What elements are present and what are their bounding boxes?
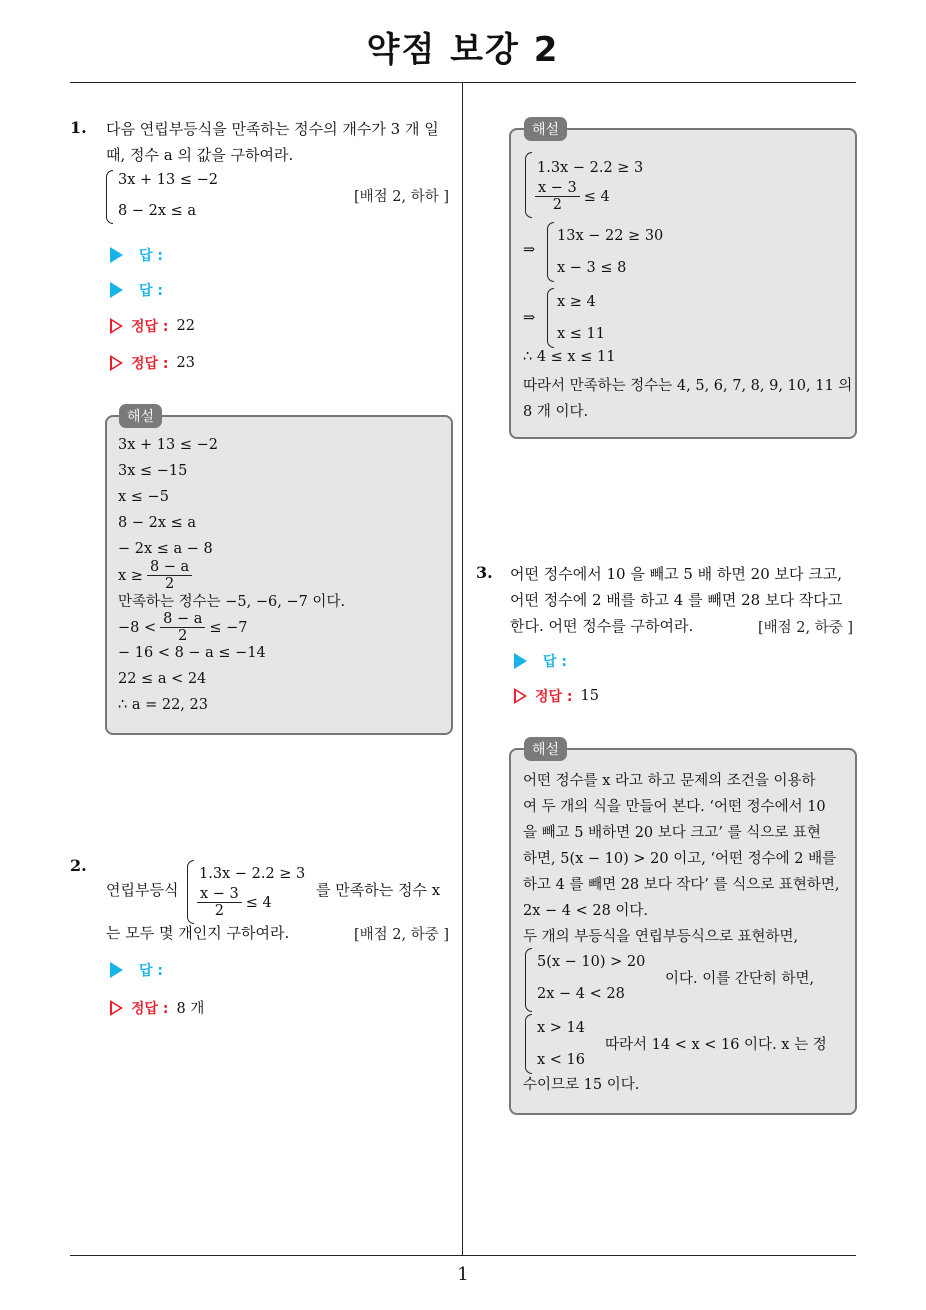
header-rule (70, 82, 856, 83)
q1-sol-line7: 만족하는 정수는 −5, −6, −7 이다. (118, 594, 346, 610)
fraction-numerator: x − 3 (535, 180, 580, 197)
answer-label: 답 : (139, 963, 163, 979)
q2-sol-line9: 8 개 이다. (523, 404, 589, 420)
q3-sol-line5: 하고 4 를 빼면 28 보다 작다’ 를 식으로 표현하면, (523, 877, 840, 893)
q1-number: 1. (70, 118, 87, 137)
column-divider (462, 82, 463, 1255)
q1-sol-line1: 3x + 13 ≤ −2 (118, 437, 218, 453)
q2-sol-line2-post: ≤ 4 (583, 188, 610, 205)
correct-arrow-icon (110, 318, 123, 334)
answer-label: 답 : (139, 283, 163, 299)
answer-arrow-icon (110, 247, 123, 263)
q1-answer-row-2 (110, 280, 163, 300)
correct-arrow-icon (110, 1000, 123, 1016)
q1-sol-line2: 3x ≤ −15 (118, 463, 188, 479)
q1-sol-line8-post: ≤ −7 (209, 619, 248, 636)
q2-system-line2-post: ≤ 4 (245, 894, 272, 911)
q1-sol-line8-fraction (160, 611, 205, 644)
q3-explanation-tag: 해설 (524, 737, 567, 761)
q3-sol-sysA-post: 이다. 이를 간단히 하면, (665, 971, 815, 987)
q2-sol-line6: x ≤ 11 (557, 326, 605, 342)
q2-sol-line8: 따라서 만족하는 정수는 4, 5, 6, 7, 8, 9, 10, 11 의 (523, 378, 853, 394)
q1-text-line2: 때, 정수 a 의 값을 구하여라. (106, 146, 294, 164)
q1-sol-line3: x ≤ −5 (118, 489, 169, 505)
q1-system-line2: 8 − 2x ≤ a (118, 203, 197, 219)
q3-number: 3. (476, 563, 493, 582)
fraction-numerator: x − 3 (197, 886, 242, 903)
q3-sol-brace-a (525, 948, 532, 1012)
q1-sol-line5: − 2x ≤ a − 8 (118, 541, 213, 557)
q2-text-line2: 는 모두 몇 개인지 구하여라. (106, 924, 290, 942)
q3-sol-line8: 수이므로 15 이다. (523, 1077, 640, 1093)
q1-correct-answer-1: 22 (176, 318, 195, 334)
q1-correct-answer-2: 23 (176, 355, 195, 371)
q3-sol-brace-b (525, 1014, 532, 1074)
q1-correct-row-1 (110, 316, 195, 336)
q1-sol-line9: − 16 < 8 − a ≤ −14 (118, 645, 266, 661)
correct-arrow-icon (110, 355, 123, 371)
q3-correct-answer: 15 (580, 688, 599, 704)
fraction-denominator: 2 (178, 628, 188, 644)
q1-system-brace (106, 170, 113, 224)
correct-label: 정답 : (131, 1000, 169, 1017)
q3-sol-line3: 을 빼고 5 배하면 20 보다 크고’ 를 식으로 표현 (523, 825, 821, 841)
q3-correct-row (514, 686, 599, 706)
q2-sol-line5: x ≥ 4 (557, 294, 596, 310)
q3-sol-line4: 하면, 5(x − 10) > 20 이고, ‘어떤 정수에 2 배를 (523, 851, 837, 867)
page-number: 1 (457, 1264, 469, 1285)
q2-sol-arrow-1: ⇒ (523, 242, 536, 258)
answer-arrow-icon (110, 282, 123, 298)
q2-system-brace (187, 860, 194, 924)
q1-sol-line6-fraction (147, 559, 192, 592)
q3-sol-sysA-line1: 5(x − 10) > 20 (537, 954, 646, 970)
q2-number: 2. (70, 856, 87, 875)
fraction-numerator: 8 − a (160, 611, 205, 628)
answer-arrow-icon (110, 962, 123, 978)
q3-sol-line2: 여 두 개의 식을 만들어 본다. ‘어떤 정수에서 10 (523, 799, 826, 815)
q2-sol-brace-1 (525, 152, 532, 218)
q3-text-line3: 한다. 어떤 정수를 구하여라. (510, 617, 694, 635)
q2-sol-brace-3 (547, 288, 554, 348)
q2-sol-line4: x − 3 ≤ 8 (557, 260, 627, 276)
q2-sol-line2 (535, 180, 610, 213)
q3-text-line1: 어떤 정수에서 10 을 빼고 5 배 하면 20 보다 크고, (510, 565, 843, 583)
q2-sol-line7: ∴ 4 ≤ x ≤ 11 (523, 349, 616, 365)
q2-text-pre: 연립부등식 (106, 881, 179, 899)
fraction-denominator: 2 (552, 197, 562, 213)
answer-label: 답 : (543, 654, 567, 670)
footer-rule (70, 1255, 856, 1256)
q1-text-line1: 다음 연립부등식을 만족하는 정수의 개수가 3 개 일 (106, 120, 439, 138)
fraction-denominator: 2 (214, 903, 224, 919)
q2-text-post: 를 만족하는 정수 x (316, 881, 441, 899)
q2-sol-arrow-2: ⇒ (523, 310, 536, 326)
q1-sol-line6-pre: x ≥ (118, 567, 143, 584)
q1-score: [배점 2, 하하 ] (354, 189, 450, 205)
correct-arrow-icon (514, 688, 527, 704)
q2-sol-line3: 13x − 22 ≥ 30 (557, 228, 664, 244)
answer-label: 답 : (139, 248, 163, 264)
q1-sol-line8-pre: −8 < (118, 619, 157, 636)
fraction-denominator: 2 (164, 576, 175, 592)
q1-explanation-box (105, 415, 453, 735)
q2-system-line1: 1.3x − 2.2 ≥ 3 (199, 866, 306, 882)
q1-sol-line4: 8 − 2x ≤ a (118, 515, 197, 531)
correct-label: 정답 : (535, 689, 573, 705)
q2-score: [배점 2, 하중 ] (354, 927, 450, 943)
q2-explanation-box (509, 128, 857, 439)
q3-sol-line1: 어떤 정수를 x 라고 하고 문제의 조건을 이용하 (523, 773, 816, 789)
q1-sol-line6 (118, 559, 192, 592)
q2-sol-fraction (535, 180, 580, 213)
q2-explanation-tag: 해설 (524, 117, 567, 141)
q1-sol-line10: 22 ≤ a < 24 (118, 671, 207, 687)
q3-sol-sysB-line2: x < 16 (537, 1052, 585, 1068)
q3-score: [배점 2, 하중 ] (758, 620, 854, 636)
q1-correct-row-2 (110, 353, 195, 373)
q2-correct-answer: 8 개 (176, 1001, 205, 1017)
q1-sol-line8 (118, 611, 248, 644)
answer-arrow-icon (514, 653, 527, 669)
q3-sol-line7: 두 개의 부등식을 연립부등식으로 표현하면, (523, 929, 799, 945)
q2-system-line2 (197, 886, 272, 919)
q1-answer-row-1 (110, 245, 163, 265)
q1-sol-line11: ∴ a = 22, 23 (118, 697, 208, 713)
q2-correct-row (110, 997, 204, 1018)
q3-explanation-box (509, 748, 857, 1115)
correct-label: 정답 : (131, 319, 169, 335)
q2-system-fraction (197, 886, 242, 919)
q3-answer-row (514, 651, 567, 671)
q3-sol-sysB-post: 따라서 14 < x < 16 이다. x 는 정 (605, 1037, 827, 1053)
q3-sol-line6: 2x − 4 < 28 이다. (523, 903, 649, 919)
q1-system-line1: 3x + 13 ≤ −2 (118, 172, 218, 188)
q2-sol-line1: 1.3x − 2.2 ≥ 3 (537, 160, 644, 176)
q1-explanation-tag: 해설 (119, 404, 162, 428)
correct-label: 정답 : (131, 356, 169, 372)
q3-text-line2: 어떤 정수에 2 배를 하고 4 를 빼면 28 보다 작다고 (510, 591, 843, 609)
page-title: 약점 보강 2 (366, 30, 560, 70)
fraction-numerator: 8 − a (147, 559, 192, 576)
q3-sol-sysB-line1: x > 14 (537, 1020, 585, 1036)
q2-sol-brace-2 (547, 222, 554, 282)
q3-sol-sysA-line2: 2x − 4 < 28 (537, 986, 625, 1002)
q2-answer-row (110, 960, 163, 980)
